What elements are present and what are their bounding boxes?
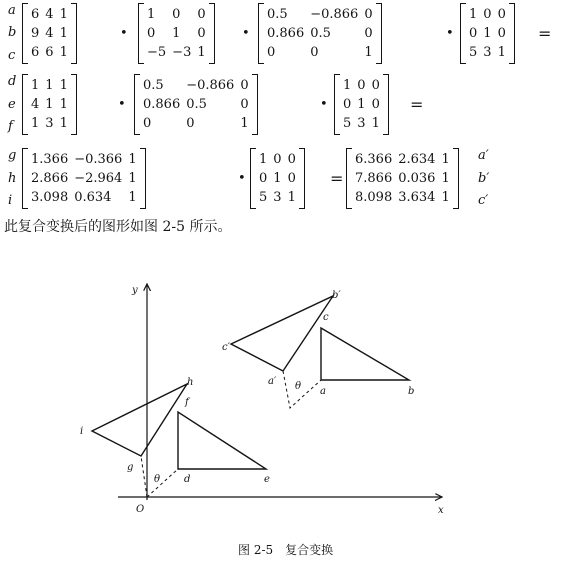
vertex-label-g: g [127,462,134,473]
vertex-label-e: e [264,474,270,485]
matrix-entry: 1 [287,190,296,205]
matrix-entry: 1 [441,171,450,186]
matrix-entry: 1.366 [31,152,69,167]
matrix-entry: 0 [143,116,152,131]
matrix-entry: 1 [371,116,380,131]
matrix-entry: 2.634 [398,152,436,167]
matrix-entry: 1 [497,45,506,60]
vertex-label-f: f [185,397,189,408]
matrix-entry: 4 [45,7,54,22]
row-label-i: i [8,193,13,208]
matrix-entry: 1 [31,78,40,93]
matrix-entry: 0 [357,78,366,93]
theta-label-2: θ [295,381,302,392]
matrix-entry: 0 [287,171,296,186]
matrix-entry: 1 [343,78,352,93]
matrix-entry: 3 [357,116,366,131]
matrix-entry: 0 [469,26,478,41]
matrix-entry: 6.366 [355,152,393,167]
matrix-entry: 1 [441,152,450,167]
matrix-entry: 0 [310,45,319,60]
matrix-entry: −0.866 [310,7,359,22]
matrix-entry: 1 [59,116,68,131]
triangle-ghi [92,384,187,456]
matrix-entry: 0 [497,26,506,41]
dot-operator: • [242,26,250,41]
matrix-entry: 0 [343,97,352,112]
matrix-entry: 1 [45,78,54,93]
matrix-entry: 1 [240,116,249,131]
matrix-entry: 9 [31,26,40,41]
matrix-entry: 1 [364,45,373,60]
equals-sign: = [410,95,424,114]
matrix-entry: −5 [147,45,167,60]
matrix-entry: 1 [59,97,68,112]
matrix-entry: 1 [59,26,68,41]
matrix-entry: 1 [128,171,137,186]
triangle-abc-prime [231,296,333,371]
matrix-entry: 0.634 [74,190,112,205]
matrix-entry: 4 [45,26,54,41]
matrix-entry: 1 [197,45,206,60]
matrix-entry: 0 [371,78,380,93]
dot-operator: • [238,171,246,186]
matrix-entry: 3 [273,190,282,205]
dashed-rotation-a [283,371,321,408]
matrix-entry: 2.866 [31,171,69,186]
body-sentence: 此复合变换后的图形如图 2-5 所示。 [4,219,232,235]
matrix-entry: −0.866 [186,78,235,93]
triangle-abc [321,328,409,380]
dot-operator: • [446,26,454,41]
matrix-entry: 0 [364,26,373,41]
matrix-entry: 1 [441,190,450,205]
matrix-entry: 0 [483,7,492,22]
row-label-b-prime: b′ [478,171,490,186]
matrix-entry: 0 [267,45,276,60]
matrix-entry: 0 [197,26,206,41]
equals-sign: = [330,169,344,188]
row-label-d: d [8,74,17,89]
dashed-line-od [147,469,178,497]
row-label-e: e [8,97,16,112]
matrix-entry: 0 [287,152,296,167]
dot-operator: • [320,97,328,112]
matrix-entry: 0.866 [143,97,181,112]
matrix-entry: 3 [45,116,54,131]
matrix-entry: −3 [172,45,192,60]
vertex-label-a: a [320,386,326,397]
figure-caption: 图 2-5 复合变换 [238,543,334,557]
row-label-b: b [8,25,17,40]
matrix-entry: 0 [371,97,380,112]
vertex-label-b: b [408,386,415,397]
row-label-h: h [8,171,17,186]
matrix-entry: 1 [128,152,137,167]
row-label-f: f [8,119,13,134]
matrix-entry: 3.098 [31,190,69,205]
matrix-entry: 1 [259,152,268,167]
matrix-entry: 0.5 [186,97,207,112]
x-axis-label: x [438,505,444,516]
matrix-entry: 0 [197,7,206,22]
matrix-entry: −2.964 [74,171,123,186]
y-axis-label: y [132,285,138,296]
matrix-entry: 0 [259,171,268,186]
dot-operator: • [120,26,128,41]
matrix-entry: 1 [31,116,40,131]
matrix-entry: 0 [240,78,249,93]
matrix-entry: 1 [483,26,492,41]
matrix-entry: 6 [31,45,40,60]
matrix-entry: 1 [172,26,181,41]
vertex-label-h: h [187,377,194,388]
theta-label-1: θ [154,474,161,485]
matrix-entry: 0.5 [310,26,331,41]
row-label-a: a [8,3,16,18]
matrix-entry: 0 [497,7,506,22]
matrix-entry: 1 [273,171,282,186]
matrix-entry: 1 [59,45,68,60]
matrix-entry: 5 [259,190,268,205]
vertex-label-d: d [184,474,191,485]
matrix-entry: 1 [357,97,366,112]
matrix-entry: 1 [59,78,68,93]
matrix-entry: 0 [240,97,249,112]
matrix-entry: 6 [45,45,54,60]
origin-label: O [136,504,145,515]
matrix-entry: 1 [45,97,54,112]
matrix-entry: 0.866 [267,26,305,41]
matrix-entry: −0.366 [74,152,123,167]
row-label-c-prime: c′ [478,193,489,208]
vertex-label-c-prime: c′ [222,342,230,353]
matrix-entry: 0.5 [267,7,288,22]
row-label-g: g [8,148,17,163]
matrix-entry: 3 [483,45,492,60]
dashed-line-og [141,456,147,497]
matrix-entry: 0 [364,7,373,22]
matrix-entry: 0 [172,7,181,22]
matrix-entry: 1 [469,7,478,22]
matrix-entry: 7.866 [355,171,393,186]
dot-operator: • [118,97,126,112]
row-label-a-prime: a′ [478,148,489,163]
matrix-entry: 6 [31,7,40,22]
equals-sign: = [538,24,552,43]
matrix-entry: 8.098 [355,190,393,205]
matrix-entry: 3.634 [398,190,436,205]
matrix-entry: 1 [147,7,156,22]
vertex-label-b-prime: b′ [332,290,341,301]
vertex-label-a-prime: a′ [268,376,277,387]
vertex-label-i: i [80,426,84,437]
matrix-entry: 1 [128,190,137,205]
matrix-entry: 5 [343,116,352,131]
vertex-label-c: c [323,312,329,323]
matrix-entry: 0.036 [398,171,436,186]
matrix-entry: 0.5 [143,78,164,93]
matrix-entry: 0 [273,152,282,167]
matrix-entry: 5 [469,45,478,60]
matrix-entry: 0 [186,116,195,131]
matrix-entry: 0 [147,26,156,41]
matrix-entry: 4 [31,97,40,112]
matrix-entry: 1 [59,7,68,22]
row-label-c: c [8,48,16,63]
triangle-def [178,412,266,469]
